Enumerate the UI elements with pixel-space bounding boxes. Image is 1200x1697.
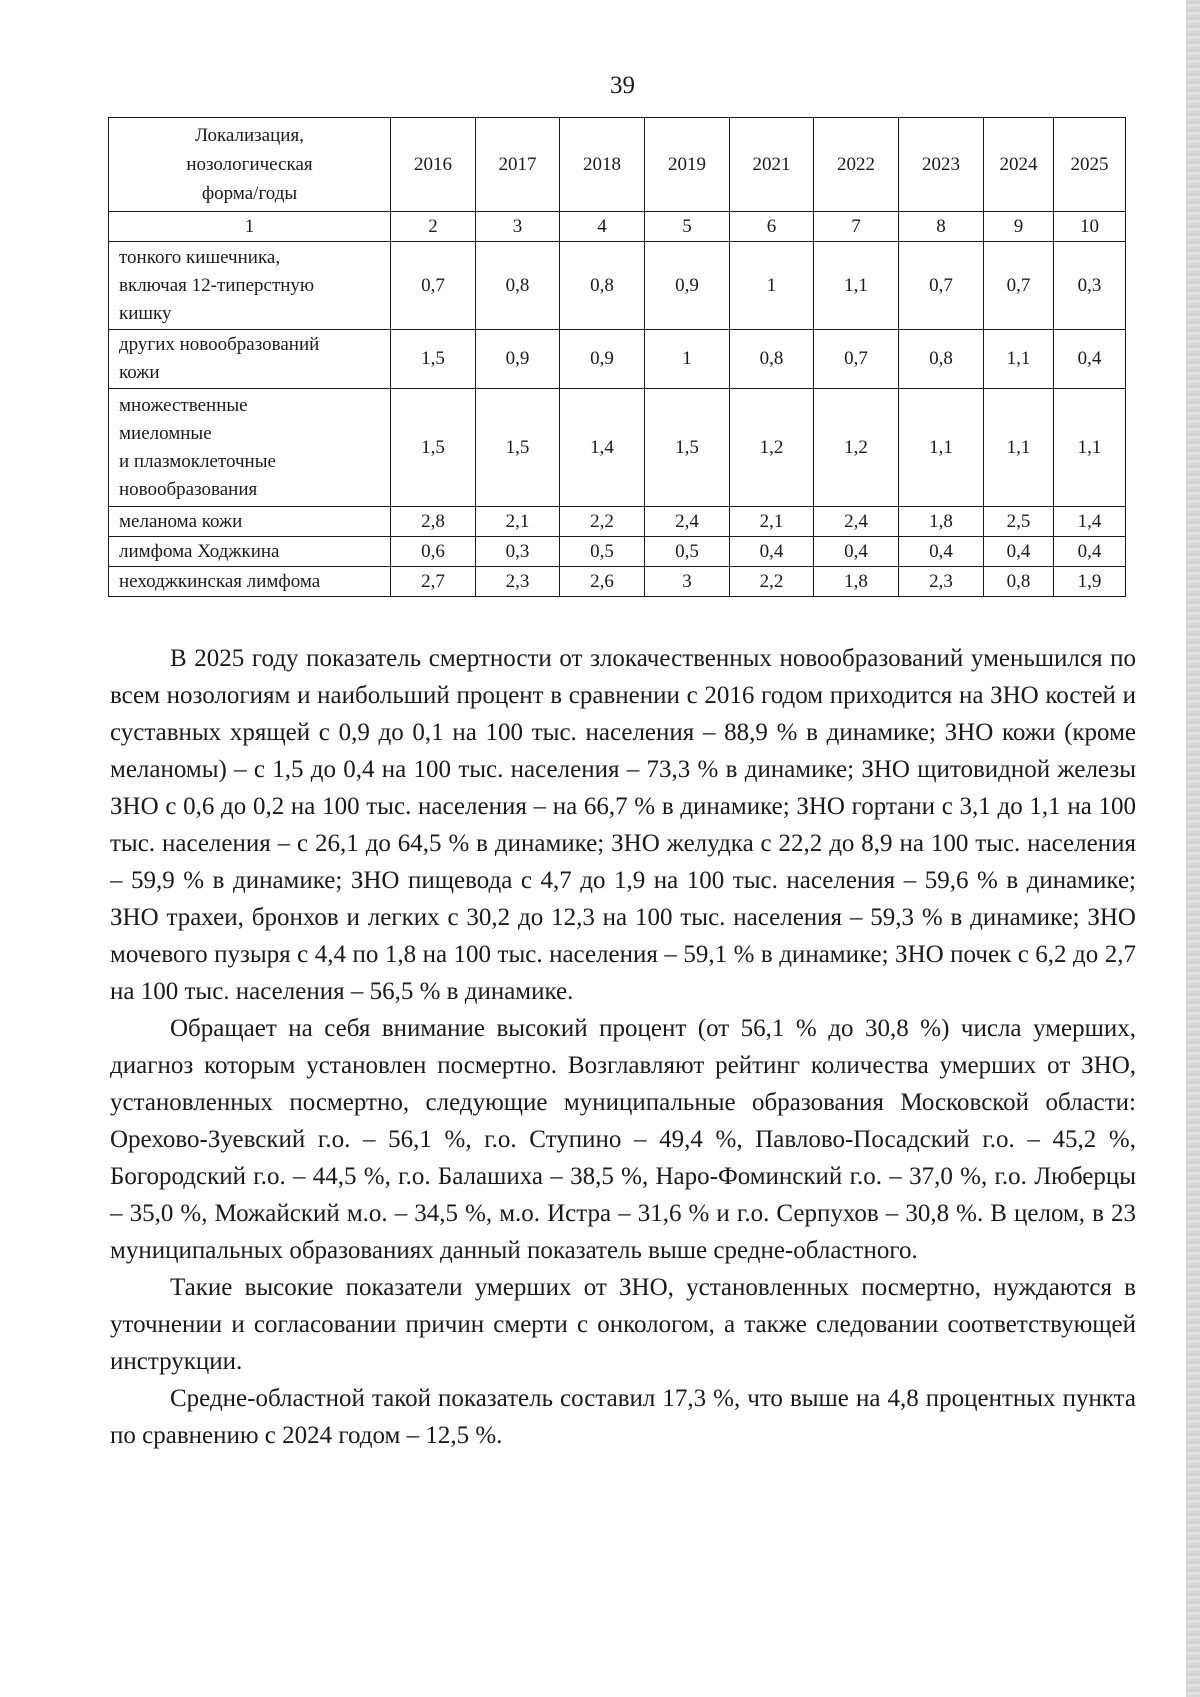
- value-cell: 0,6: [391, 537, 476, 567]
- header-name-cell: [109, 118, 391, 212]
- value-cell: 0,4: [730, 537, 814, 567]
- value-cell: 1,1: [899, 389, 984, 507]
- value-cell: 1: [730, 242, 814, 330]
- table-row: [109, 507, 1126, 537]
- paragraph-regional-average: Средне-областной такой показатель составил 17,3 %, что выше на 4,8 процентных пункта по сравнению с 2024 годом – 12,5 %.: [110, 1385, 1136, 1449]
- value-cell: 0,4: [1054, 330, 1126, 389]
- paragraph-mortality-decrease: В 2025 году показатель смертности от злокачественных новообразований уменьшился по всем нозологиям и наибольший процент в сравнении с 2016 годом приходится на ЗНО костей и суставных хрящей с 0,9 до 0,1 на 100 тыс. населения – 88,9 % в динамике; ЗНО кожи (кроме меланомы) – с 1,5 до 0,4 на 100 тыс. населения – 73,3 % в динамике; ЗНО щитовидной железы ЗНО с 0,6 до 0,2 на 100 тыс. населения – на 66,7 % в динамике; ЗНО гортани с 3,1 до 1,1 на 100 тыс. населения – с 26,1 до 64,5 % в динамике; ЗНО желудка с 22,2 до 8,9 на 100 тыс. населения – 59,9 % в динамике; ЗНО пищевода с 4,7 до 1,9 на 100 тыс. населения – 59,6 % в динамике; ЗНО трахеи, бронхов и легких с 30,2 до 12,3 на 100 тыс. населения – 59,3 % в динамике; ЗНО мочевого пузыря с 4,4 по 1,8 на 100 тыс. населения – 59,1 % в динамике; ЗНО почек с 6,2 до 2,7 на 100 тыс. населения – 56,5 % в динамике.: [110, 645, 1136, 1005]
- table-row: [109, 389, 1126, 507]
- value-cell: 1,1: [984, 330, 1054, 389]
- header-year: 2022: [814, 118, 899, 212]
- value-cell: 1,5: [645, 389, 730, 507]
- header-year: 2023: [899, 118, 984, 212]
- header-year: 2025: [1054, 118, 1126, 212]
- value-cell: 1,8: [814, 567, 899, 597]
- value-cell: 2,2: [560, 507, 645, 537]
- value-cell: 0,7: [899, 242, 984, 330]
- value-cell: 2,5: [984, 507, 1054, 537]
- value-cell: 0,4: [1054, 537, 1126, 567]
- column-number: 6: [730, 212, 814, 242]
- value-cell: 0,8: [476, 242, 560, 330]
- value-cell: 0,5: [560, 537, 645, 567]
- value-cell: 0,8: [984, 567, 1054, 597]
- row-name-line: кожи: [119, 362, 160, 383]
- row-name-line: миеломные: [119, 422, 212, 444]
- row-name-line: множественные: [119, 394, 248, 416]
- row-name-line: неходжкинская лимфома: [119, 570, 321, 592]
- row-name: [109, 537, 391, 567]
- row-name: [109, 242, 391, 330]
- row-name-line: меланома кожи: [119, 510, 243, 532]
- column-number: 1: [109, 212, 391, 242]
- value-cell: 1,9: [1054, 567, 1126, 597]
- row-name: [109, 389, 391, 507]
- column-number: 7: [814, 212, 899, 242]
- value-cell: 0,8: [730, 330, 814, 389]
- value-cell: 2,4: [645, 507, 730, 537]
- column-number: 4: [560, 212, 645, 242]
- header-name-line: нозологическая: [186, 154, 313, 175]
- column-number: 2: [391, 212, 476, 242]
- value-cell: 1,5: [391, 330, 476, 389]
- column-number: 8: [899, 212, 984, 242]
- value-cell: 0,4: [899, 537, 984, 567]
- value-cell: 3: [645, 567, 730, 597]
- value-cell: 2,4: [814, 507, 899, 537]
- row-name: [109, 507, 391, 537]
- mortality-table: [108, 117, 1126, 597]
- value-cell: 1,1: [984, 389, 1054, 507]
- header-name-line: форма/годы: [201, 183, 298, 204]
- row-name: [109, 567, 391, 597]
- value-cell: 2,1: [730, 507, 814, 537]
- value-cell: 0,9: [645, 242, 730, 330]
- table-header-row: [109, 118, 1126, 212]
- value-cell: 2,2: [730, 567, 814, 597]
- row-name-line: лимфома Ходжкина: [119, 540, 280, 562]
- header-year: 2017: [476, 118, 560, 212]
- paragraph-clarification: Такие высокие показатели умерших от ЗНО, установленных посмертно, нуждаются в уточнении и согласовании причин смерти с онкологом, а также следовании соответствующей инструкции.: [110, 1274, 1136, 1375]
- row-name-line: кишку: [119, 302, 172, 324]
- column-number: 3: [476, 212, 560, 242]
- row-name-line: и плазмоклеточные: [119, 450, 276, 472]
- header-year: 2024: [984, 118, 1054, 212]
- row-name-line: тонкого кишечника,: [119, 246, 281, 268]
- page-number: 39: [610, 72, 635, 99]
- value-cell: 0,9: [476, 330, 560, 389]
- table-row: [109, 330, 1126, 389]
- body-text: [110, 640, 1136, 1454]
- value-cell: 1,8: [899, 507, 984, 537]
- header-year: 2021: [730, 118, 814, 212]
- value-cell: 0,8: [899, 330, 984, 389]
- value-cell: 2,3: [476, 567, 560, 597]
- value-cell: 1: [645, 330, 730, 389]
- column-number: 9: [984, 212, 1054, 242]
- value-cell: 2,1: [476, 507, 560, 537]
- value-cell: 2,3: [899, 567, 984, 597]
- value-cell: 1,1: [814, 242, 899, 330]
- value-cell: 0,3: [1054, 242, 1126, 330]
- column-number: 5: [645, 212, 730, 242]
- value-cell: 0,7: [984, 242, 1054, 330]
- value-cell: 0,5: [645, 537, 730, 567]
- value-cell: 2,6: [560, 567, 645, 597]
- row-name-line: других новообразований: [119, 334, 320, 355]
- header-year: 2016: [391, 118, 476, 212]
- header-name-line: Локализация,: [195, 125, 304, 146]
- value-cell: 0,4: [814, 537, 899, 567]
- header-year: 2019: [645, 118, 730, 212]
- header-year: 2018: [560, 118, 645, 212]
- value-cell: 0,8: [560, 242, 645, 330]
- value-cell: 1,2: [814, 389, 899, 507]
- column-number: 10: [1054, 212, 1126, 242]
- row-name: [109, 330, 391, 389]
- value-cell: 0,3: [476, 537, 560, 567]
- value-cell: 1,4: [1054, 507, 1126, 537]
- value-cell: 0,4: [984, 537, 1054, 567]
- table-row: [109, 567, 1126, 597]
- row-name-line: новообразования: [119, 478, 258, 500]
- value-cell: 1,4: [560, 389, 645, 507]
- value-cell: 2,7: [391, 567, 476, 597]
- table-row: [109, 242, 1126, 330]
- row-name-line: включая 12-типерстную: [119, 274, 315, 296]
- paragraph-postmortem-diagnosis: Обращает на себя внимание высокий процент (от 56,1 % до 30,8 %) числа умерших, диагноз которым установлен посмертно. Возглавляют рейтинг количества умерших от ЗНО, установленных посмертно, следующие муниципальные образования Московской области: Орехово-Зуевский г.о. – 56,1 %, г.о. Ступино – 49,4 %, Павлово-Посадский г.о. – 45,2 %, Богородский г.о. – 44,5 %, г.о. Балашиха – 38,5 %, Наро-Фоминский г.о. – 37,0 %, г.о. Люберцы – 35,0 %, Можайский м.о. – 34,5 %, м.о. Истра – 31,6 % и г.о. Серпухов – 30,8 %. В целом, в 23 муниципальных образованиях данный показатель выше средне-областного.: [110, 1015, 1136, 1264]
- value-cell: 1,5: [391, 389, 476, 507]
- value-cell: 0,9: [560, 330, 645, 389]
- table-row: [109, 537, 1126, 567]
- value-cell: 1,2: [730, 389, 814, 507]
- value-cell: 0,7: [814, 330, 899, 389]
- value-cell: 1,1: [1054, 389, 1126, 507]
- scan-edge: [1186, 0, 1200, 1697]
- value-cell: 0,7: [391, 242, 476, 330]
- value-cell: 1,5: [476, 389, 560, 507]
- value-cell: 2,8: [391, 507, 476, 537]
- column-number-row: [109, 212, 1126, 242]
